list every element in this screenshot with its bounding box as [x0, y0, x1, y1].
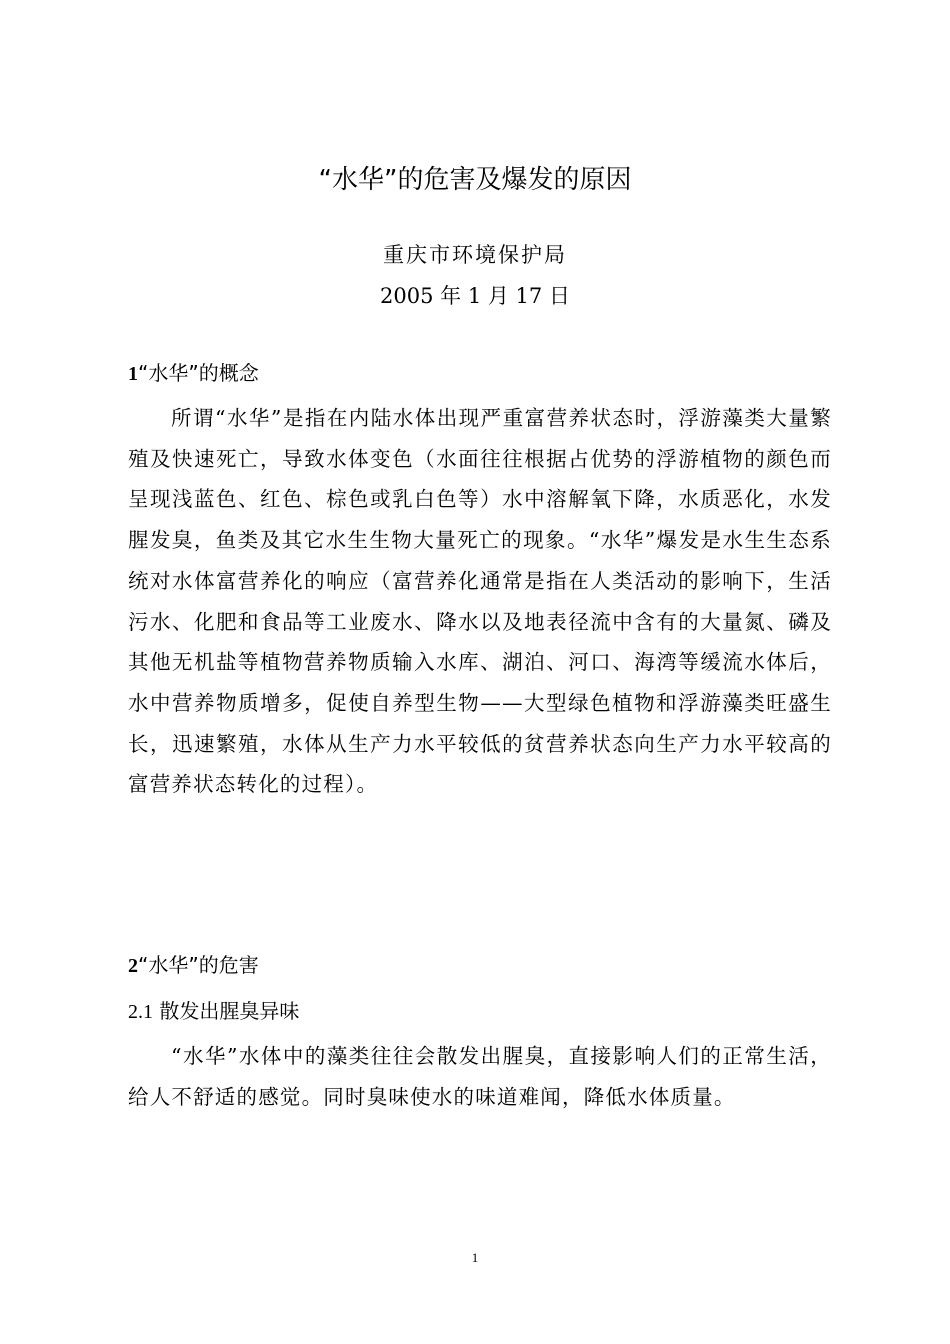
page-number: 1	[471, 1250, 479, 1265]
section-2-number: 2	[128, 955, 138, 977]
document-date: 2005 年 1 月 17 日	[380, 284, 570, 308]
section-2-1-heading	[128, 996, 299, 1027]
section-2-heading	[128, 950, 259, 981]
section-1-title: “水华”的概念	[138, 361, 259, 385]
organization-name: 重庆市环境保护局	[383, 243, 567, 267]
document-title: “水华”的危害及爆发的原因	[318, 165, 632, 195]
section-1-number: 1	[128, 363, 138, 385]
section-2-title: “水华”的危害	[138, 953, 259, 977]
section-2-1-number: 2.1	[128, 1001, 153, 1023]
section-2-1-paragraph: “水华”水体中的藻类往往会散发出腥臭，直接影响人们的正常生活，给人不舒适的感觉。同时臭味使水的味道难闻，降低水体质量。	[128, 1044, 832, 1109]
section-1-heading	[128, 358, 259, 389]
section-1-paragraph: 所谓“水华”是指在内陆水体出现严重富营养状态时，浮游藻类大量繁殖及快速死亡，导致水体变色（水面往往根据占优势的浮游植物的颜色而呈现浅蓝色、红色、棕色或乳白色等）水中溶解氧下降，水质恶化，水发腥发臭，鱼类及其它水生生物大量死亡的现象。“水华”爆发是水生生态系统对水体富营养化的响应（富营养化通常是指在人类活动的影响下，生活污水、化肥和食品等工业废水、降水以及地表径流中含有的大量氮、磷及其他无机盐等植物营养物质输入水库、湖泊、河口、海湾等缓流水体后，水中营养物质增多，促使自养型生物——大型绿色植物和浮游藻类旺盛生长，迅速繁殖，水体从生产力水平较低的贫营养状态向生产力水平较高的富营养状态转化的过程）。	[128, 406, 832, 797]
section-2-1-title: 散发出腥臭异味	[159, 999, 300, 1023]
